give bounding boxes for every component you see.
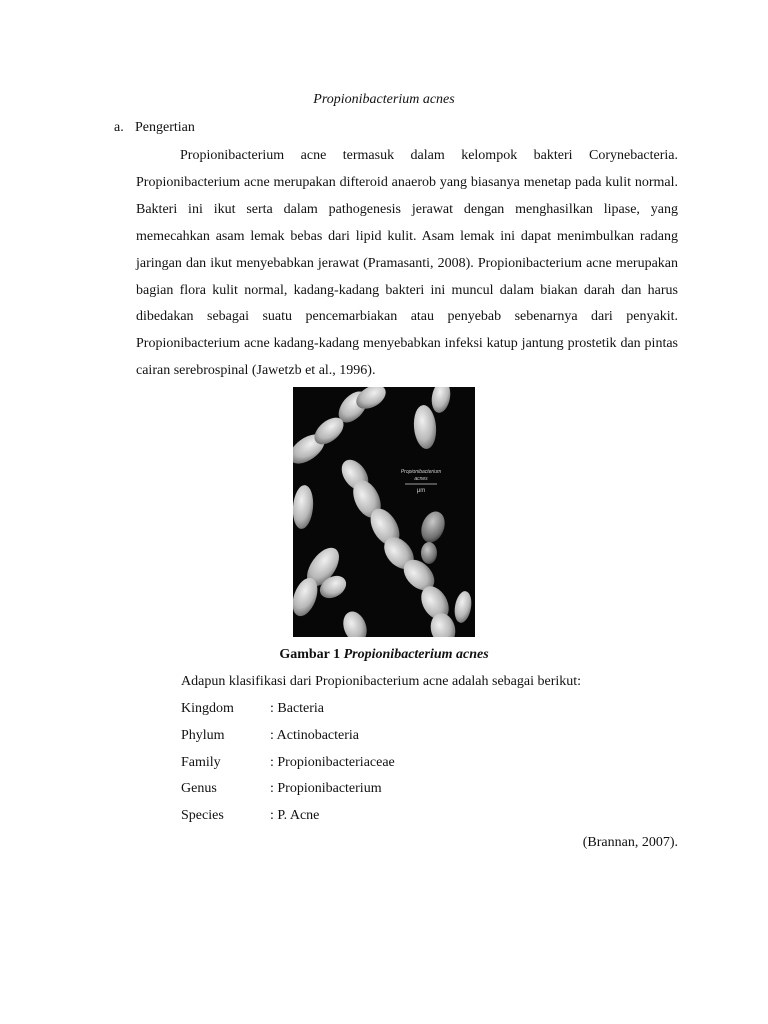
body-paragraph-text: Propionibacterium acne termasuk dalam kelompok bakteri Corynebacteria. Propionibacterium acne merupakan difteroid anaerob yang biasanya menetap pada kulit normal. Bakteri ini ikut serta dalam pathogenesis jerawat dengan menghasilkan lipase, yang memecahkan asam lemak bebas dari lipid kulit. Asam lemak ini dapat menimbulkan radang jaringan dan ikut menyebabkan jerawat (Pramasanti, 2008). Propionibacterium acne merupakan bagian flora kulit normal, kadang-kadang bakteri ini muncul dalam biakan darah dan harus dibedakan sebagai suatu pencemarbiakan atau penyebab sebenarnya dari penyakit. Propionibacterium acne kadang-kadang menyebabkan infeksi katup jantung prostetik dan pintas cairan serebrospinal (Jawetzb et al., 1996). bbox=[136, 148, 678, 379]
section-heading bbox=[114, 120, 195, 136]
caption-prefix: Gambar 1 bbox=[279, 647, 344, 662]
classification-value: : Propionibacteriaceae bbox=[270, 754, 395, 770]
classification-label: Phylum bbox=[181, 727, 225, 743]
classification-intro: Adapun klasifikasi dari Propionibacterium acne adalah sebagai berikut: bbox=[181, 674, 582, 689]
inset-label-line1: Propionibacterium bbox=[400, 469, 442, 475]
classification-label: Genus bbox=[181, 781, 217, 797]
figure-caption bbox=[0, 647, 768, 663]
classification-label: Species bbox=[181, 808, 224, 824]
classification-row bbox=[181, 808, 395, 835]
classification-row bbox=[181, 701, 395, 728]
caption-species: Propionibacterium acnes bbox=[343, 647, 489, 662]
classification-value: : Bacteria bbox=[270, 701, 325, 716]
classification-value: : Propionibacterium bbox=[270, 781, 382, 797]
classification-label: Kingdom bbox=[181, 701, 234, 716]
classification-row bbox=[181, 728, 395, 755]
classification-row bbox=[181, 781, 395, 808]
citation: (Brannan, 2007). bbox=[582, 835, 678, 850]
scale-label: μm bbox=[416, 488, 426, 494]
classification-value: : P. Acne bbox=[270, 808, 320, 824]
classification-label: Family bbox=[181, 754, 221, 770]
bacteria-cells bbox=[293, 387, 474, 637]
inset-label-line2: acnes bbox=[414, 476, 428, 482]
classification-table bbox=[181, 701, 395, 835]
body-paragraph bbox=[136, 143, 678, 385]
classification-value: : Actinobacteria bbox=[270, 727, 360, 743]
classification-row bbox=[181, 755, 395, 782]
section-heading-text: Pengertian bbox=[135, 120, 195, 135]
section-marker: a. bbox=[114, 120, 124, 135]
bacteria-micrograph bbox=[293, 387, 475, 637]
document-title: Propionibacterium acnes bbox=[313, 92, 455, 107]
